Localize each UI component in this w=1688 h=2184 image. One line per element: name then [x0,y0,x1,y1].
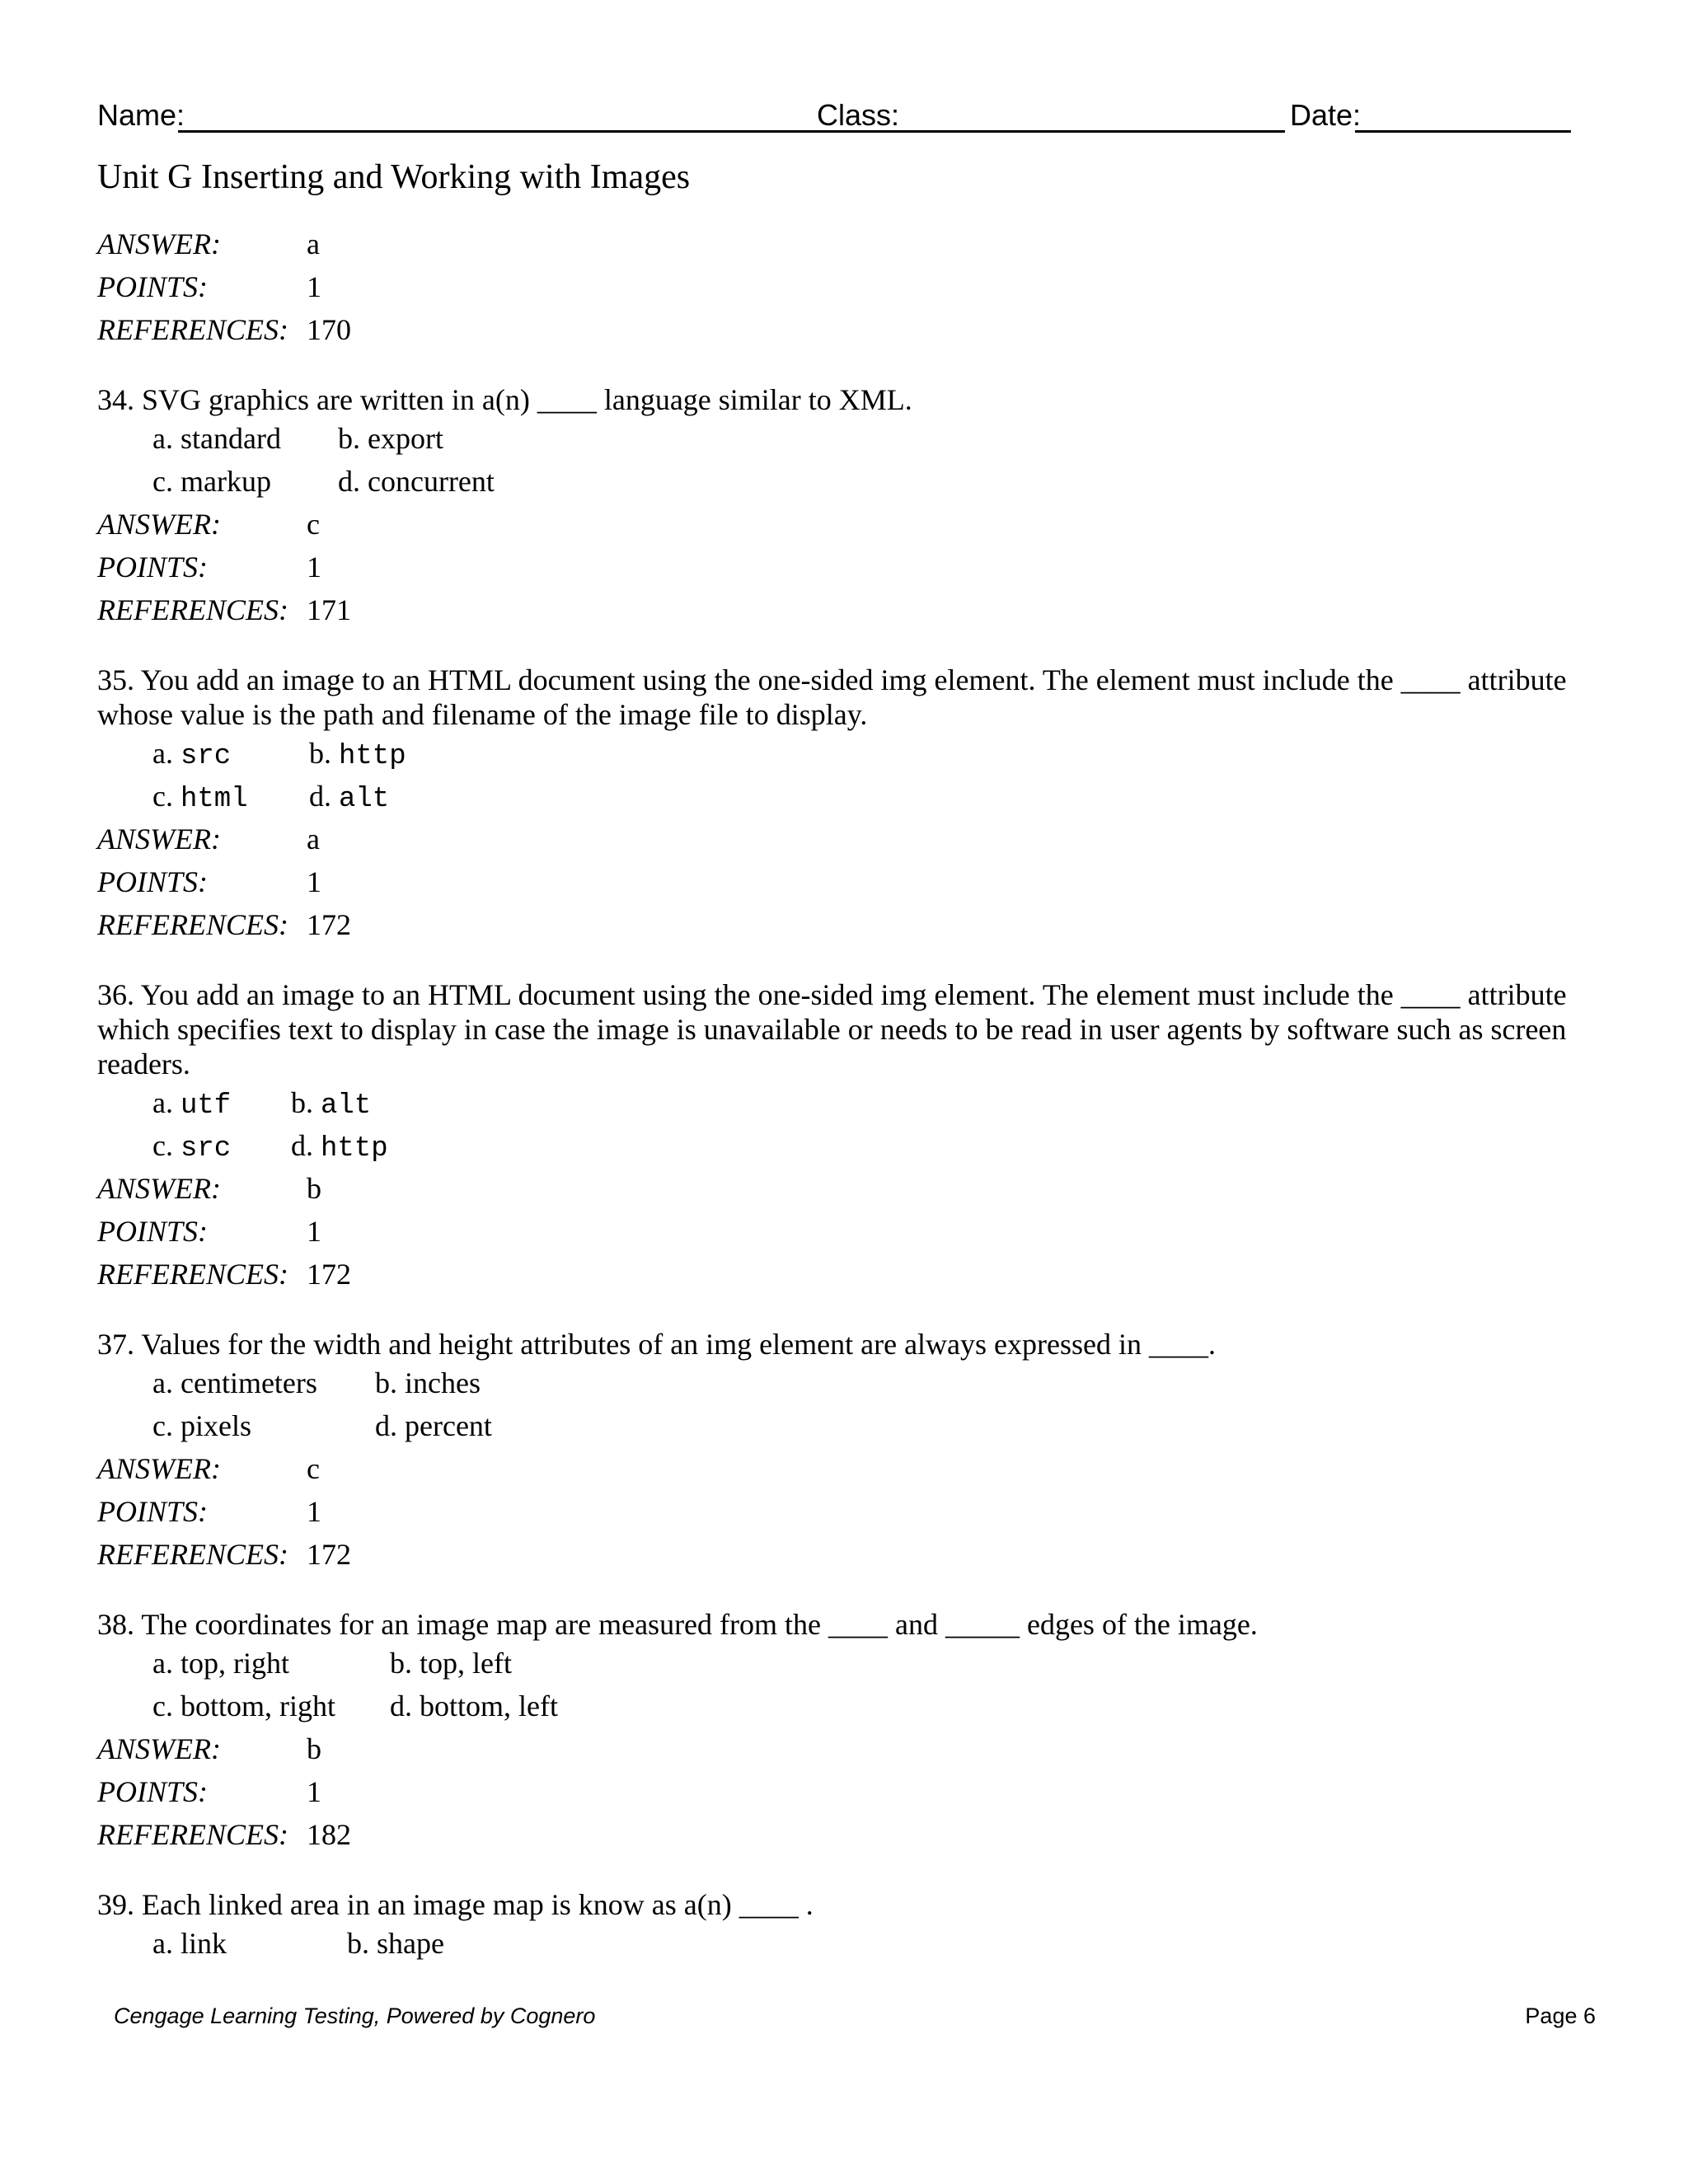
choice-a: a. src [152,737,232,772]
choice-a: a. utf [152,1086,232,1122]
class-field-line [893,130,1285,133]
references-row [97,1813,1606,1856]
references-value: 170 [307,313,351,346]
question-text: 34. SVG graphics are written in a(n) ____ language similar to XML. [97,383,912,416]
answer-value: c [307,508,320,541]
points-value: 1 [307,865,321,898]
choice-c: c. html [152,780,248,815]
choice-d: d. http [291,1129,388,1165]
choice-b: b. shape [347,1927,444,1960]
answer-label: ANSWER: [97,227,221,260]
points-label: POINTS: [97,270,208,303]
references-row [97,308,1606,351]
choice-c: c. src [152,1129,232,1165]
points-value: 1 [307,1495,321,1528]
choice-row [97,1922,1606,1965]
question-39 [97,1887,1606,1965]
question-35 [97,663,1606,946]
references-label: REFERENCES: [97,1538,288,1571]
answer-row [97,1447,1606,1490]
page-number: Page 6 [1525,2004,1596,2028]
answer-value: c [307,1452,320,1485]
choice-row [97,1404,1606,1447]
points-row [97,1490,1606,1533]
answer-row [97,1727,1606,1770]
choice-a: a. centimeters [152,1366,317,1399]
choice-a: a. top, right [152,1647,289,1680]
unit-title: Unit G Inserting and Working with Images [97,158,691,196]
choice-c: c. markup [152,465,271,498]
answer-label: ANSWER: [97,823,221,855]
question-text: 36. You add an image to an HTML document using the one-sided img element. The element must include the ____ attribute which specifies text to display in case the image is unavailable or needs to be read in user agents by software such as screen readers. [97,978,1567,1080]
choice-row [97,1361,1606,1404]
references-row [97,1253,1606,1296]
date-label: Date: [1290,98,1362,132]
question-36 [97,977,1606,1296]
answer-label: ANSWER: [97,508,221,541]
references-value: 172 [307,908,351,941]
references-value: 172 [307,1538,351,1571]
answer-row [97,503,1606,546]
choice-b: b. inches [375,1366,481,1399]
question-text: 35. You add an image to an HTML document using the one-sided img element. The element must include the ____ attribute whose value is the path and filename of the image file to display. [97,663,1567,731]
points-label: POINTS: [97,1495,208,1528]
question-38 [97,1607,1606,1856]
choice-a: a. standard [152,422,281,455]
answer-value: a [307,227,320,260]
name-label: Name: [97,98,185,132]
choice-row [97,732,1606,775]
references-value: 171 [307,593,351,626]
references-value: 182 [307,1818,351,1851]
choice-b: b. alt [291,1086,372,1122]
choice-row [97,1685,1606,1727]
choice-c: c. bottom, right [152,1690,335,1722]
choice-c: c. pixels [152,1409,251,1442]
points-label: POINTS: [97,1775,208,1808]
answer-value: b [307,1732,321,1765]
date-field-line [1355,130,1571,133]
choice-a: a. link [152,1927,227,1960]
choice-b: b. http [309,737,406,772]
choice-row [97,1081,1606,1124]
question-text: 37. Values for the width and height attributes of an img element are always expressed in ____. [97,1328,1216,1361]
points-label: POINTS: [97,1215,208,1248]
choice-row [97,417,1606,460]
question-text: 38. The coordinates for an image map are measured from the ____ and _____ edges of the image. [97,1608,1258,1641]
choice-d: d. concurrent [338,465,495,498]
previous-answer-block [97,223,1606,351]
answer-value: b [307,1172,321,1205]
references-label: REFERENCES: [97,1818,288,1851]
answer-row [97,818,1606,860]
references-row [97,1533,1606,1576]
references-value: 172 [307,1258,351,1291]
references-row [97,588,1606,631]
choice-row [97,775,1606,818]
choice-row [97,1642,1606,1685]
references-row [97,903,1606,946]
references-label: REFERENCES: [97,908,288,941]
question-34 [97,382,1606,631]
points-row [97,860,1606,903]
choice-b: b. export [338,422,443,455]
answer-label: ANSWER: [97,1452,221,1485]
references-label: REFERENCES: [97,313,288,346]
answer-label: ANSWER: [97,1732,221,1765]
points-row [97,546,1606,588]
worksheet-header [97,97,1571,137]
references-label: REFERENCES: [97,593,288,626]
choice-b: b. top, left [390,1647,512,1680]
choice-d: d. bottom, left [390,1690,558,1722]
points-label: POINTS: [97,551,208,583]
points-row [97,1770,1606,1813]
answer-row [97,223,1606,265]
points-value: 1 [307,1775,321,1808]
choice-d: d. alt [309,780,390,815]
points-value: 1 [307,1215,321,1248]
answer-label: ANSWER: [97,1172,221,1205]
question-list [97,223,1606,1965]
points-row [97,1210,1606,1253]
footer-credit: Cengage Learning Testing, Powered by Cognero [114,2004,596,2028]
choice-row [97,1124,1606,1167]
points-label: POINTS: [97,865,208,898]
answer-value: a [307,823,320,855]
name-field-line [178,130,906,133]
choice-row [97,460,1606,503]
question-text: 39. Each linked area in an image map is know as a(n) ____ . [97,1888,814,1921]
references-label: REFERENCES: [97,1258,288,1291]
points-row [97,265,1606,308]
choice-d: d. percent [375,1409,492,1442]
class-label: Class: [817,98,900,132]
question-37 [97,1327,1606,1576]
answer-row [97,1167,1606,1210]
points-value: 1 [307,551,321,583]
points-value: 1 [307,270,321,303]
